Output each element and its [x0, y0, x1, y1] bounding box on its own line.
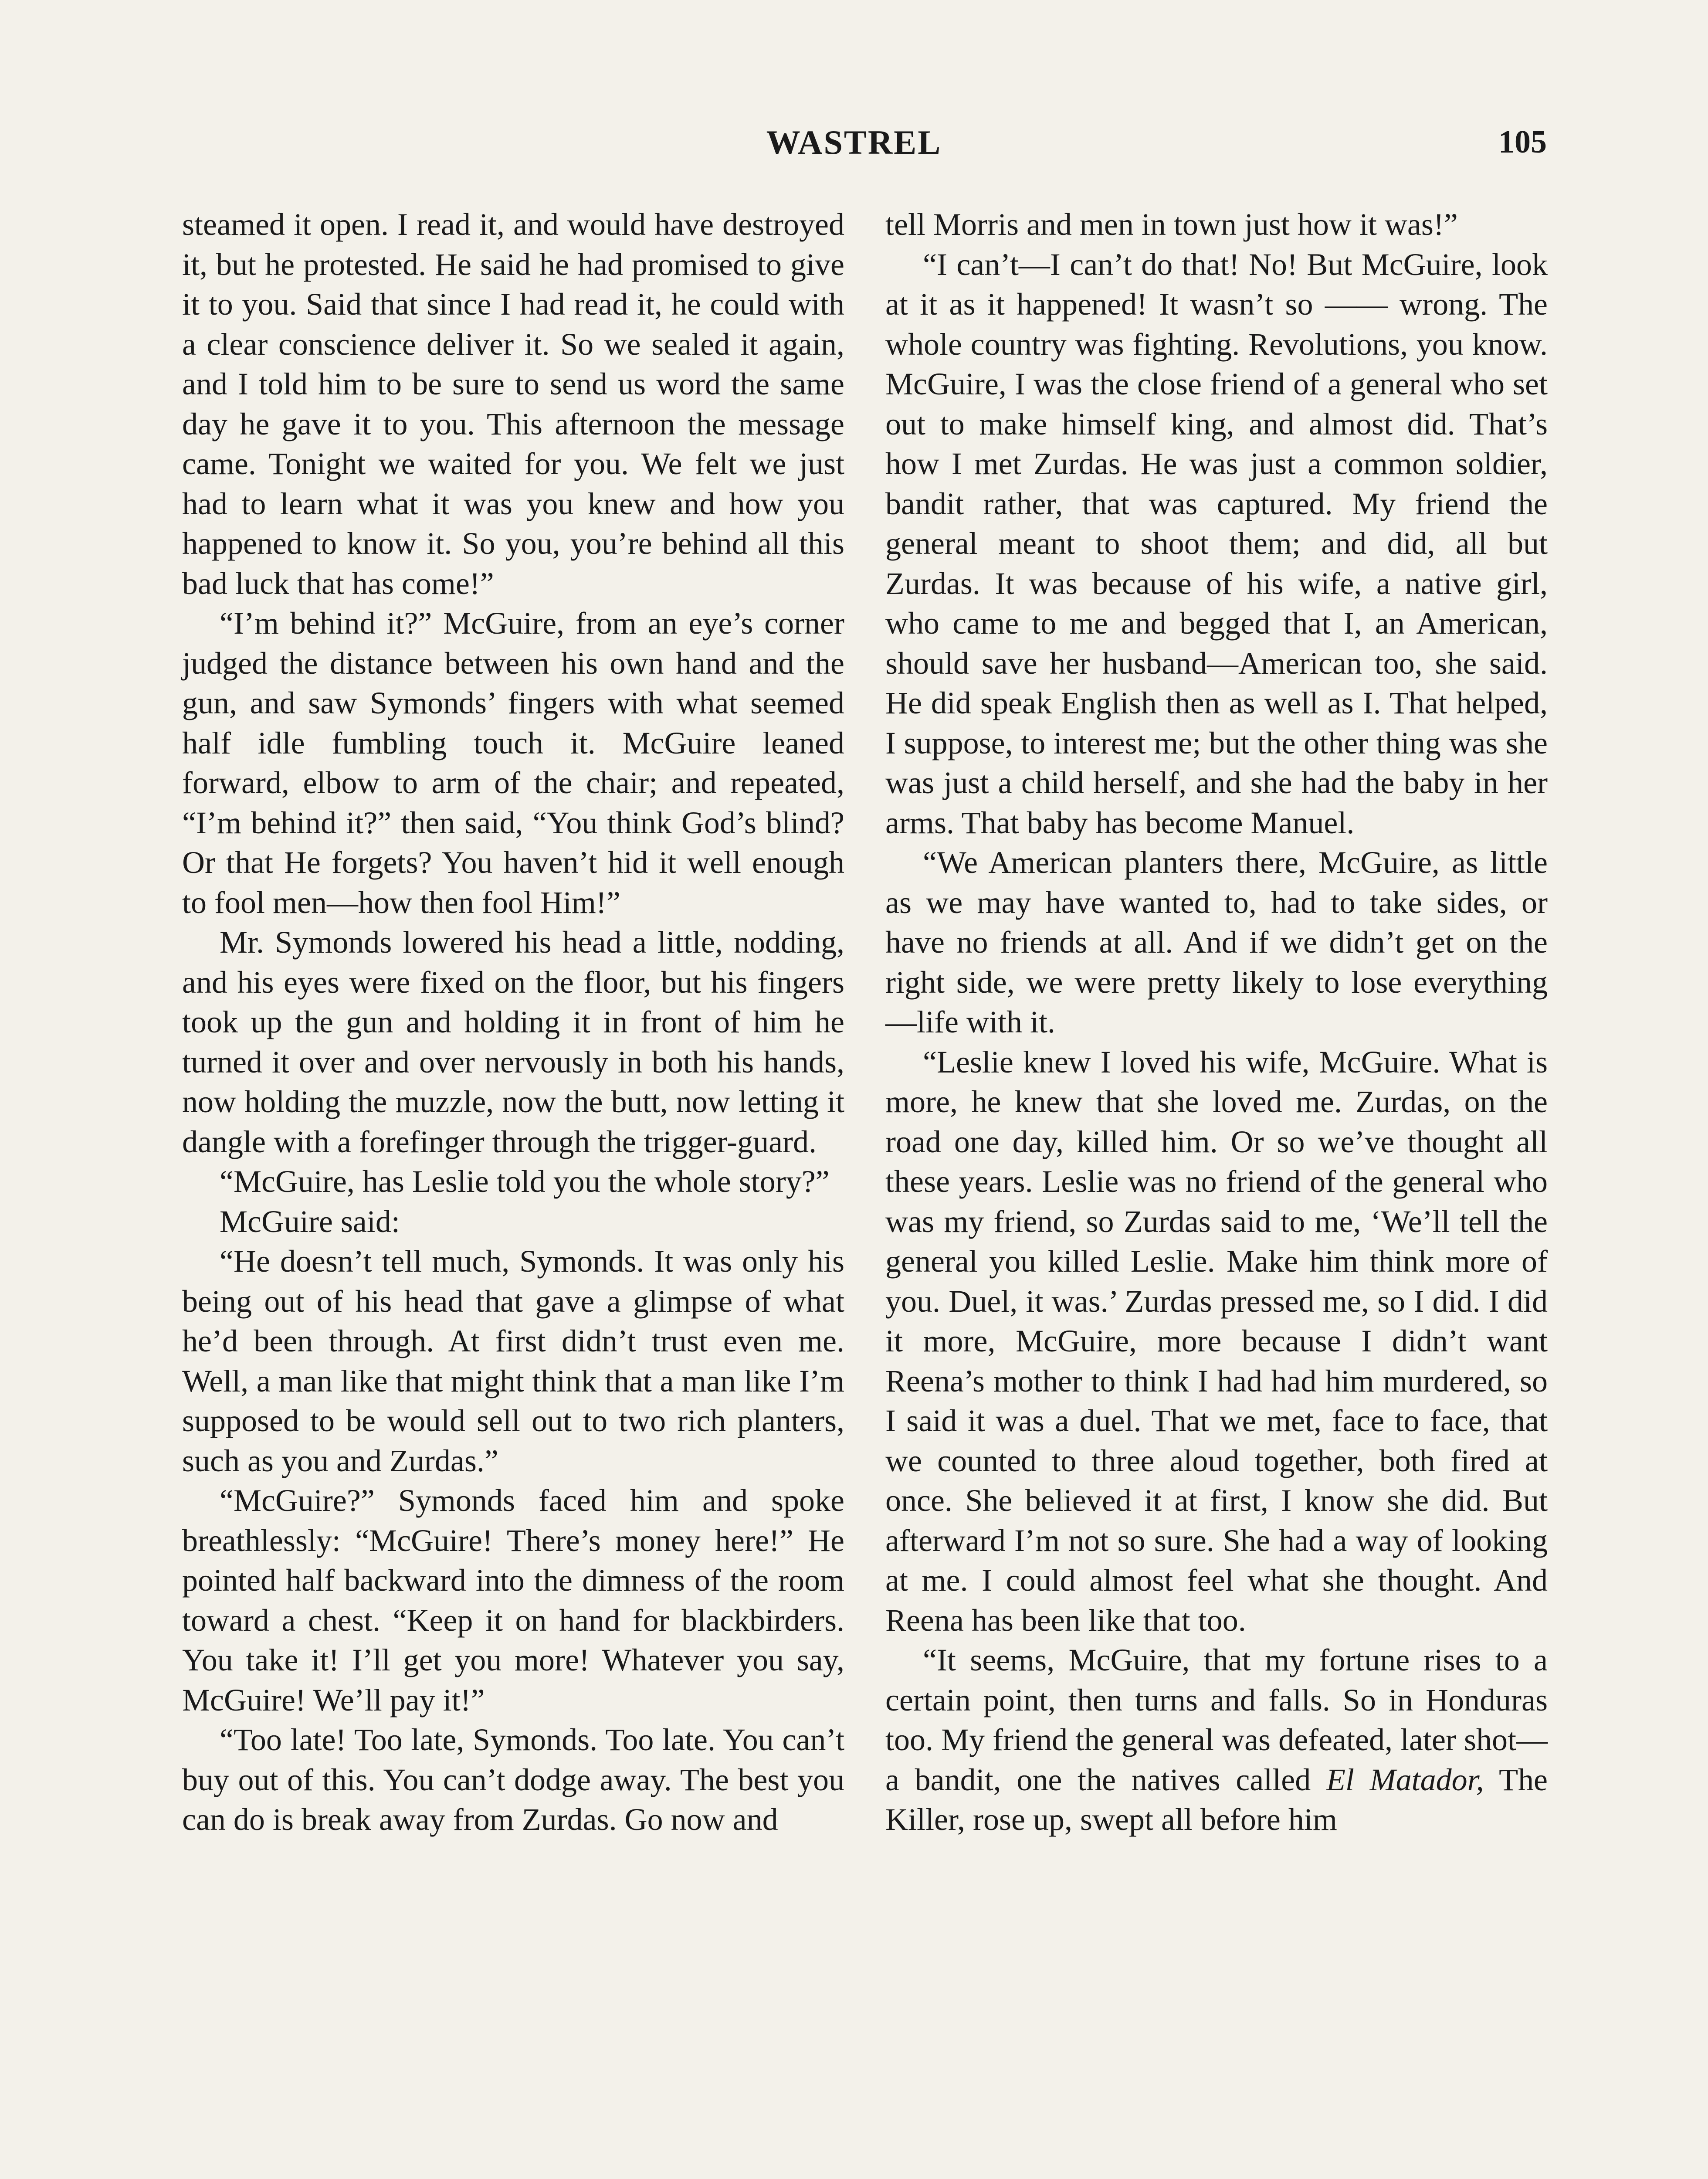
paragraph: “Too late! Too late, Symonds. Too late. You can’t buy out of this. You can’t dodge away. The best you can do is break away from Zurdas. Go now and: [182, 1722, 844, 1837]
paragraph: “I can’t—I can’t do that! No! But McGuire, look at it as it happened! It wasn’t so —— wrong. The whole country was fighting. Revolutions, you know. McGuire, I was the close friend of a general who set out to make himself king, and almost did. That’s how I met Zurdas. He was just a common soldier, bandit rather, that was captured. My friend the general meant to shoot them; and did, all but Zurdas. It was because of his wife, a native girl, who came to me and begged that I, an American, should save her husband—American too, she said. He did speak English then as well as I. That helped, I suppose, to interest me; but the other thing was she was just a child herself, and she had the baby in her arms. That baby has become Manuel.: [885, 247, 1548, 840]
text-column-right: [885, 205, 1548, 1840]
paragraph-text: The Killer, rose up, swept all before him: [885, 1762, 1548, 1837]
paragraph: Mr. Symonds lowered his head a little, nodding, and his eyes were fixed on the floor, but his fingers took up the gun and holding it in front of him he turned it over and over nervously in both his hands, now holding the muzzle, now the butt, now letting it dangle with a forefinger through the trigger-guard.: [182, 925, 844, 1159]
paragraph: “He doesn’t tell much, Symonds. It was only his being out of his head that gave a glimpse of what he’d been through. At first didn’t trust even me. Well, a man like that might think that a man like I’m supposed to be would sell out to two rich planters, such as you and Zurdas.”: [182, 1244, 844, 1478]
paragraph: [885, 1640, 1548, 1840]
paragraph: “We American planters there, McGuire, as little as we may have wanted to, had to take sides, or have no friends at all. And if we didn’t get on the right side, we were pretty likely to lose everything—life with it.: [885, 845, 1548, 1039]
running-header-title: WASTREL: [766, 123, 942, 161]
italic-phrase: El Matador,: [1326, 1762, 1484, 1797]
paragraph: “McGuire?” Symonds faced him and spoke breathlessly: “McGuire! There’s money here!” He pointed half backward into the dimness of the room toward a chest. “Keep it on hand for blackbirders. You take it! I’ll get you more! Whatever you say, McGuire! We’ll pay it!”: [182, 1483, 844, 1717]
paragraph: “McGuire, has Leslie told you the whole story?”: [220, 1164, 830, 1199]
paragraph-text: “It seems, McGuire, that my fortune rises to a certain point, then turns and falls. So in Honduras too. My friend the general was defeated, later shot—a bandit, one the natives called: [885, 1643, 1548, 1797]
page-number: 105: [1498, 124, 1547, 160]
paragraph: steamed it open. I read it, and would have destroyed it, but he protested. He said he had promised to give it to you. Said that since I had read it, he could with a clear conscience deliver it. So we sealed it again, and I told him to be sure to send us word the same day he gave it to you. This afternoon the message came. Tonight we waited for you. We felt we just had to learn what it was you knew and how you happened to know it. So you, you’re behind all this bad luck that has come!”: [182, 207, 844, 601]
paragraph: “Leslie knew I loved his wife, McGuire. What is more, he knew that she loved me. Zurdas, on the road one day, killed him. Or so we’ve thought all these years. Leslie was no friend of the general who was my friend, so Zurdas said to me, ‘We’ll tell the general you killed Leslie. Make him think more of you. Duel, it was.’ Zurdas pressed me, so I did. I did it more, McGuire, more because I didn’t want Reena’s mother to think I had had him murdered, so I said it was a duel. That we met, face to face, that we counted to three aloud together, both fired at once. She believed it at first, I know she did. But afterward I’m not so sure. She had a way of looking at me. I could almost feel what she thought. And Reena has been like that too.: [885, 1044, 1548, 1638]
paragraph: McGuire said:: [220, 1204, 400, 1239]
paragraph: tell Morris and men in town just how it was!”: [885, 207, 1458, 242]
paragraph: “I’m behind it?” McGuire, from an eye’s corner judged the distance between his own hand and the gun, and saw Symonds’ fingers with what seemed half idle fumbling touch it. McGuire leaned forward, elbow to arm of the chair; and repeated, “I’m behind it?” then said, “You think God’s blind? Or that He forgets? You haven’t hid it well enough to fool men—how then fool Him!”: [182, 606, 844, 920]
text-column-left: [182, 205, 844, 1840]
